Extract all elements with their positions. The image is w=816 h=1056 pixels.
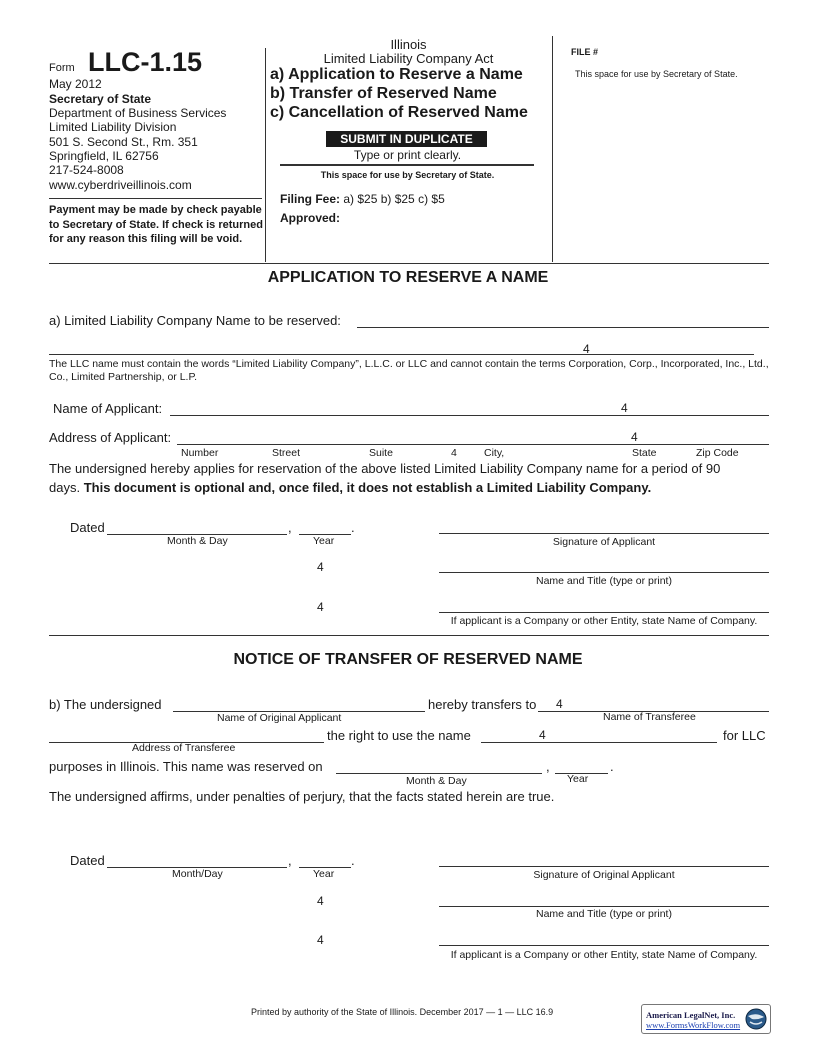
transferee-address-field[interactable] [49,728,324,743]
form-prefix: Form [49,62,75,74]
office-name: Secretary of State [49,92,152,106]
year-caption: Year [567,773,589,785]
transfer-line-2-end: for LLC [723,728,766,743]
title-b: b) Transfer of Reserved Name [270,85,497,102]
act-name: Limited Liability Company Act [323,51,494,66]
file-space-note: This space for use by Secretary of State. [575,69,738,79]
dated-month-day-field[interactable] [107,853,287,868]
marker: 4 [451,447,457,459]
dated-year-field[interactable] [299,853,351,868]
divider [265,48,266,262]
reservation-statement: The undersigned hereby applies for reservation of the above listed Limited Liability Company name for a period of 90 [49,461,721,476]
state-name: Illinois [390,37,427,52]
logo-line-2: www.FormsWorkFlow.com [646,1020,741,1030]
divider [552,36,553,262]
reserved-on-year-field[interactable] [555,759,608,774]
division: Limited Liability Division [49,120,177,134]
name-title-field[interactable] [439,892,769,907]
reserved-on-month-day-field[interactable] [336,759,542,774]
section-divider [49,635,769,636]
transferee-address-caption: Address of Transferee [132,742,236,754]
period: . [610,759,614,774]
filing-fee-values: a) $25 b) $25 c) $5 [343,192,445,206]
logo-line-1: American LegalNet, Inc. [646,1010,736,1020]
marker: 4 [317,600,324,614]
payment-note: Payment may be made by check payable to Secretary of State. If check is returned for any reason this filing will be void. [49,204,263,245]
marker: 4 [317,560,324,574]
llc-name-field-2[interactable] [49,340,754,355]
transfer-line-2-mid: the right to use the name [327,728,471,743]
original-applicant-signature-caption: Signature of Original Applicant [533,869,675,881]
llc-name-label: a) Limited Liability Company Name to be reserved: [49,313,341,328]
optional-statement-prefix: days. [49,480,81,495]
month-day-caption: Month & Day [406,775,467,787]
divider [49,198,262,199]
title-c: c) Cancellation of Reserved Name [270,104,528,121]
marker: 4 [556,697,563,711]
address-city-caption: City, [484,447,505,459]
period: . [351,853,355,868]
form-date: May 2012 [49,77,102,91]
marker: 4 [539,728,546,742]
month-day-caption: Month & Day [167,535,228,547]
address-state-caption: State [632,447,657,459]
applicant-address-label: Address of Applicant: [49,430,172,445]
address-line-2: Springfield, IL 62756 [49,149,159,163]
dated-label: Dated [70,520,105,535]
address-zip-caption: Zip Code [696,447,739,459]
website: www.cyberdriveillinois.com [49,178,192,192]
dated-year-field[interactable] [299,520,351,535]
year-caption: Year [313,535,335,547]
year-caption: Year [313,868,335,880]
company-name-caption: If applicant is a Company or other Entity, state Name of Company. [450,949,758,961]
comma: , [288,520,292,535]
submit-banner: SUBMIT IN DUPLICATE [326,131,487,147]
sos-space-note: This space for use by Secretary of State. [320,170,495,180]
name-title-caption: Name and Title (type or print) [536,575,672,587]
transfer-line-1-prefix: b) The undersigned [49,697,162,712]
address-suite-caption: Suite [369,447,393,459]
month-day-caption: Month/Day [172,868,223,880]
globe-icon [744,1007,768,1031]
comma: , [546,759,550,774]
filing-fee-label: Filing Fee: [280,192,340,206]
affirmation: The undersigned affirms, under penalties of perjury, that the facts stated herein are true. [49,789,555,804]
optional-statement-bold: This document is optional and, once filed, it does not establish a Limited Liability Company. [83,480,652,495]
company-name-field[interactable] [439,931,769,946]
llc-name-field[interactable] [357,313,769,328]
original-applicant-field[interactable] [173,697,425,712]
optional-statement [49,480,651,495]
transfer-line-3: purposes in Illinois. This name was reserved on [49,759,323,774]
llc-name-note: The LLC name must contain the words “Limited Liability Company”, L.L.C. or LLC and cannot contain the terms Corporation, Corp., Incorporated, Inc., Ltd., Co., Limited Partnership, or L.P. [49,358,769,383]
type-print-note: Type or print clearly. [353,148,462,162]
dated-month-day-field[interactable] [107,520,287,535]
filing-fee [280,192,445,206]
title-a: a) Application to Reserve a Name [270,66,523,83]
form-number: LLC-1.15 [88,47,203,77]
department: Department of Business Services [49,106,227,120]
original-applicant-signature-field[interactable] [439,852,769,867]
company-name-field[interactable] [439,598,769,613]
reserved-name-field[interactable] [481,728,717,743]
phone: 217-524-8008 [49,163,124,177]
file-number-label: FILE # [571,47,599,57]
section-a-heading: APPLICATION TO RESERVE A NAME [267,269,549,286]
address-number-caption: Number [181,447,219,459]
address-line-1: 501 S. Second St., Rm. 351 [49,135,198,149]
marker: 4 [583,342,590,356]
applicant-name-label: Name of Applicant: [53,401,163,416]
footer-printed-note: Printed by authority of the State of Illinois. December 2017 — 1 — LLC 16.9 [251,1007,554,1017]
divider [280,164,534,166]
transferee-caption: Name of Transferee [603,711,696,723]
marker: 4 [317,933,324,947]
applicant-name-field[interactable] [170,401,769,416]
applicant-address-field[interactable] [177,430,769,445]
header-bottom-rule [49,263,769,264]
marker: 4 [317,894,324,908]
marker: 4 [631,430,638,444]
company-name-caption: If applicant is a Company or other Entity, state Name of Company. [450,615,758,627]
applicant-signature-field[interactable] [439,519,769,534]
name-title-field[interactable] [439,558,769,573]
legalnet-logo [641,1004,771,1034]
comma: , [288,853,292,868]
dated-label: Dated [70,853,105,868]
marker: 4 [621,401,628,415]
transferee-name-field[interactable] [538,697,769,712]
approved-label: Approved: [280,211,340,225]
transfer-line-1-mid: hereby transfers to [428,697,537,712]
period: . [351,520,355,535]
section-b-heading: NOTICE OF TRANSFER OF RESERVED NAME [233,651,583,668]
original-applicant-caption: Name of Original Applicant [217,712,342,724]
applicant-signature-caption: Signature of Applicant [552,536,656,548]
address-street-caption: Street [272,447,301,459]
name-title-caption: Name and Title (type or print) [536,908,672,920]
